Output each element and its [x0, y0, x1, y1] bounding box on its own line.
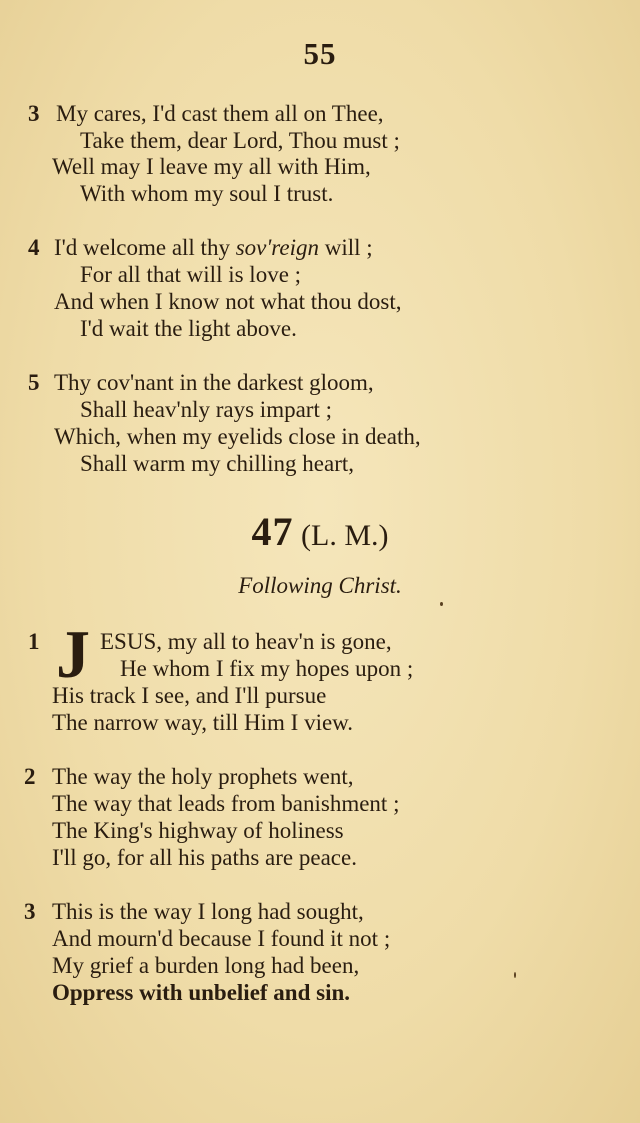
verse-line: ESUS, my all to heav'n is gone,	[100, 629, 392, 654]
hymn-number: 47	[251, 509, 294, 554]
verse-line: I'd wait the light above.	[80, 316, 297, 341]
verse-line: This is the way I long had sought,	[52, 899, 364, 924]
verse-line: And when I know not what thou dost,	[54, 289, 402, 314]
ink-speck	[440, 602, 443, 606]
verse-line: Oppress with unbelief and sin.	[52, 980, 351, 1005]
verse-number: 4	[28, 235, 40, 260]
page-number: 55	[303, 36, 337, 71]
verse-number: 2	[24, 764, 36, 789]
verse-line: The King's highway of holiness	[52, 818, 344, 843]
verse-line: Take them, dear Lord, Thou must ;	[80, 128, 400, 153]
verse-line: With whom my soul I trust.	[80, 181, 334, 206]
verse-line: Shall heav'nly rays impart ;	[80, 397, 332, 422]
verse-line: The narrow way, till Him I view.	[52, 710, 354, 735]
verse-line: He whom I fix my hopes upon ;	[120, 656, 414, 681]
hymn-title	[0, 508, 640, 555]
ink-speck	[514, 972, 516, 978]
drop-cap: J	[56, 616, 90, 692]
italic-word: sov'reign	[235, 235, 319, 260]
verse-line: My cares, I'd cast them all on Thee,	[56, 101, 384, 126]
hymn-meter: (L. M.)	[301, 519, 389, 552]
hymn-subtitle: Following Christ.	[238, 573, 402, 598]
verse-line: For all that will is love ;	[80, 262, 302, 287]
verse-line: My grief a burden long had been,	[52, 953, 360, 978]
verse-line: Which, when my eyelids close in death,	[54, 424, 421, 449]
verse-line: Thy cov'nant in the darkest gloom,	[54, 370, 374, 395]
verse-line	[54, 234, 373, 261]
verse-line: The way that leads from banishment ;	[52, 791, 400, 816]
verse-line-text: will ;	[318, 235, 373, 260]
verse-line-text: I'd welcome all thy	[54, 235, 236, 260]
verse-number: 5	[28, 370, 40, 395]
verse-number: 3	[24, 899, 36, 924]
verse-line: Shall warm my chilling heart,	[80, 451, 355, 476]
verse-line: Well may I leave my all with Him,	[52, 154, 371, 179]
verse-number: 1	[28, 629, 40, 654]
verse-line: And mourn'd because I found it not ;	[52, 926, 391, 951]
verse-line: The way the holy prophets went,	[52, 764, 354, 789]
verse-line: His track I see, and I'll pursue	[52, 683, 327, 708]
verse-line: I'll go, for all his paths are peace.	[52, 845, 357, 870]
verse-number: 3	[28, 101, 40, 126]
